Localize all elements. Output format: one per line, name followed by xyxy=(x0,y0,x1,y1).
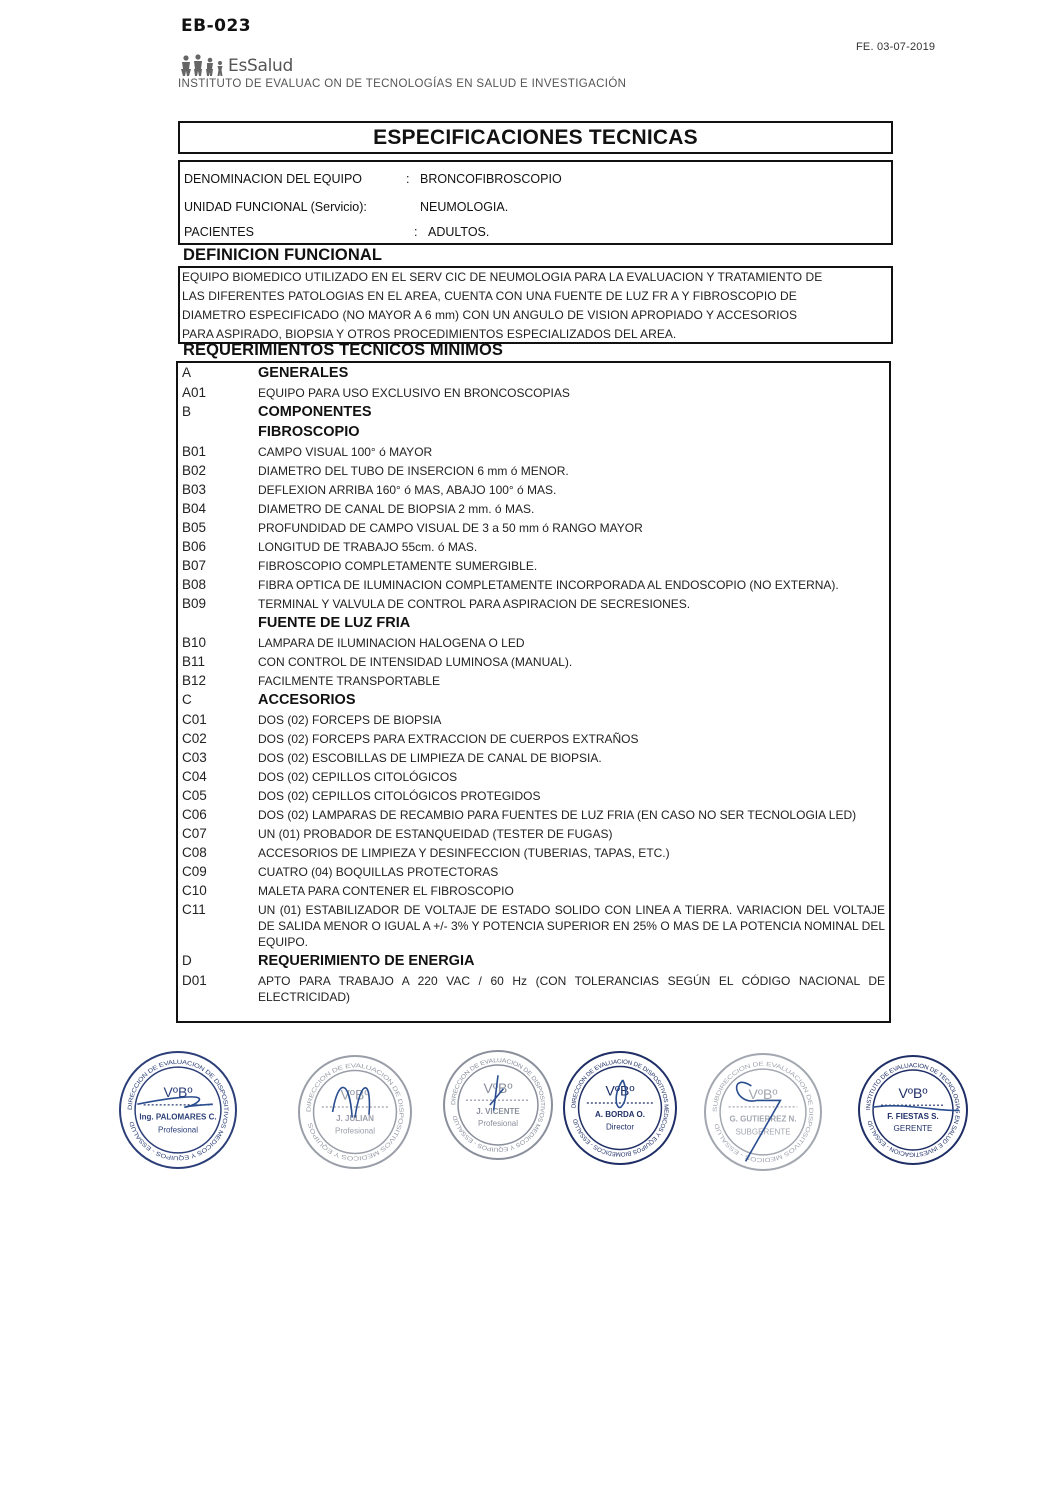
info-label: DENOMINACION DEL EQUIPO xyxy=(184,172,363,186)
requirement-text: DOS (02) FORCEPS PARA EXTRACCION DE CUERPOS EXTRAÑOS xyxy=(258,732,639,746)
stamp-vobo: VºBº xyxy=(483,1080,513,1097)
document-code: EB-023 xyxy=(181,16,252,36)
requirement-row xyxy=(178,558,889,574)
stamp-role: SUBGERENTE xyxy=(735,1127,791,1137)
requirement-code: C xyxy=(182,692,192,707)
approval-stamp xyxy=(293,1050,417,1174)
requirement-heading: FUENTE DE LUZ FRIA xyxy=(258,615,411,631)
stamp-vobo: VºBº xyxy=(163,1084,193,1101)
requirement-row xyxy=(178,385,889,401)
definition-line: PARA ASPIRADO, BIOPSIA Y OTROS PROCEDIMIENTOS ESPECIALIZADOS DEL AREA. xyxy=(182,327,677,341)
document-date: FE. 03-07-2019 xyxy=(856,41,936,53)
stamp-ring-text: INSTITUTO DE EVALUACION DE TECNOLOGIAS EN SALUD E INVESTIGACION - ESSALUD xyxy=(865,1062,961,1158)
info-value: NEUMOLOGIA. xyxy=(420,200,509,214)
stamp-seal-icon xyxy=(114,1046,242,1174)
requirement-code: A01 xyxy=(182,385,207,400)
requirement-heading-row xyxy=(178,692,889,709)
requirement-heading: ACCESORIOS xyxy=(258,692,356,708)
logo-text: EsSalud xyxy=(228,56,293,76)
requirement-text: ACCESORIOS DE LIMPIEZA Y DESINFECCION (TUBERIAS, TAPAS, ETC.) xyxy=(258,846,670,860)
requirement-row xyxy=(178,712,889,728)
requirement-code: C01 xyxy=(182,712,207,727)
requirement-text: DIAMETRO DEL TUBO DE INSERCION 6 mm ó MENOR. xyxy=(258,464,569,478)
requirement-code: B07 xyxy=(182,558,207,573)
stamp-name: A. BORDA O. xyxy=(595,1110,645,1120)
requirement-text: DOS (02) ESCOBILLAS DE LIMPIEZA DE CANAL DE BIOPSIA. xyxy=(258,751,602,765)
requirement-row xyxy=(178,654,889,670)
stamp-ring-text: SUBDIRECCION DE EVALUACION DE DISPOSITIVOS MEDICOS - ESSALUD xyxy=(712,1061,814,1163)
requirement-heading-row xyxy=(178,365,889,382)
requirement-text: DOS (02) CEPILLOS CITOLÓGICOS xyxy=(258,770,458,784)
requirement-code: A xyxy=(182,365,192,380)
info-label: PACIENTES xyxy=(184,225,254,239)
requirements-title: REQUERIMIENTOS TECNICOS MINIMOS xyxy=(183,341,503,359)
requirement-row xyxy=(178,826,889,842)
requirement-row xyxy=(178,807,889,823)
requirement-text: APTO PARA TRABAJO A 220 VAC / 60 Hz (CON TOLERANCIAS SEGÚN EL CÓDIGO NACIONAL DE ELECTRICIDAD) xyxy=(258,974,885,1004)
requirement-code: C02 xyxy=(182,731,207,746)
requirement-row xyxy=(178,864,889,880)
approval-stamp xyxy=(558,1046,682,1170)
equipment-info-box xyxy=(178,160,893,245)
info-row-equipment xyxy=(184,172,562,187)
requirement-code: B12 xyxy=(182,673,207,688)
requirement-row xyxy=(178,769,889,785)
requirement-code: B05 xyxy=(182,520,207,535)
requirement-text: FACILMENTE TRANSPORTABLE xyxy=(258,674,441,688)
definition-line: EQUIPO BIOMEDICO UTILIZADO EN EL SERV CIC DE NEUMOLOGIA PARA LA EVALUACION Y TRATAMIENTO DE xyxy=(182,270,823,284)
requirement-row xyxy=(178,635,889,651)
stamp-seal-icon xyxy=(558,1046,682,1170)
requirement-code: C08 xyxy=(182,845,207,860)
requirement-code: B xyxy=(182,404,192,419)
stamp-vobo: VºBº xyxy=(748,1086,778,1103)
requirement-code: C06 xyxy=(182,807,207,822)
stamp-seal-icon xyxy=(853,1050,973,1170)
approval-stamp xyxy=(699,1048,827,1176)
requirement-text: DOS (02) FORCEPS DE BIOPSIA xyxy=(258,713,442,727)
requirement-code: B08 xyxy=(182,577,207,592)
approval-stamp xyxy=(438,1045,558,1165)
requirement-row xyxy=(178,539,889,555)
requirement-text: DOS (02) CEPILLOS CITOLÓGICOS PROTEGIDOS xyxy=(258,789,541,803)
requirement-text: LAMPARA DE ILUMINACION HALOGENA O LED xyxy=(258,636,525,650)
stamp-ring-text: DIRECCION DE EVALUACION DE DISPOSITIVOS MEDICOS Y EQUIPOS - ESSALUD xyxy=(450,1057,546,1153)
requirement-row xyxy=(178,883,889,899)
info-separator: : xyxy=(406,172,410,186)
info-separator: : xyxy=(414,225,418,239)
requirement-text: MALETA PARA CONTENER EL FIBROSCOPIO xyxy=(258,884,514,898)
requirement-code: C11 xyxy=(182,902,206,917)
info-value: ADULTOS. xyxy=(428,225,490,239)
definition-title: DEFINICION FUNCIONAL xyxy=(183,246,383,264)
requirement-text: LONGITUD DE TRABAJO 55cm. ó MAS. xyxy=(258,540,478,554)
requirement-row xyxy=(178,750,889,766)
stamp-role: Profesional xyxy=(157,1125,199,1135)
requirement-heading: REQUERIMIENTO DE ENERGIA xyxy=(258,953,475,969)
stamp-seal-icon xyxy=(699,1048,827,1176)
stamp-vobo: VºBº xyxy=(340,1086,370,1103)
stamp-vobo: VºBº xyxy=(898,1085,928,1102)
requirement-row xyxy=(178,902,889,950)
requirement-text: PROFUNDIDAD DE CAMPO VISUAL DE 3 a 50 mm ó RANGO MAYOR xyxy=(258,521,643,535)
stamp-ring-text: DIRECCION DE EVALUACION DE DISPOSITIVOS MEDICOS Y EQUIPOS - ESSALUD xyxy=(127,1059,229,1161)
essalud-logo xyxy=(180,52,293,76)
institute-name: INSTITUTO DE EVALUAC ON DE TECNOLOGÍAS EN SALUD E INVESTIGACIÓN xyxy=(178,78,627,90)
requirement-code: C09 xyxy=(182,864,207,879)
stamp-ring-text: DIRECCION DE EVALUACION DE DISPOSITIVOS MEDICOS Y EQUIPOS BIOMEDICOS - ESSALUD xyxy=(571,1059,669,1157)
info-row-unit xyxy=(184,200,509,215)
requirement-code: B01 xyxy=(182,444,207,459)
requirement-text: EQUIPO PARA USO EXCLUSIVO EN BRONCOSCOPIAS xyxy=(258,386,570,400)
family-figures-icon xyxy=(180,54,226,76)
requirement-row xyxy=(178,444,889,460)
requirement-text: UN (01) ESTABILIZADOR DE VOLTAJE DE ESTADO SOLIDO CON LINEA A TIERRA. VARIACION DEL VOLTAJE DE SALIDA MENOR O IGUAL A +/- 3% Y POTENCIA SUPERIOR EN 25% O MAS DE LA POTENCIA NOMINAL DEL EQUIPO. xyxy=(258,903,885,949)
requirement-row xyxy=(178,596,889,612)
page-title: ESPECIFICACIONES TECNICAS xyxy=(373,126,698,149)
requirement-text: CON CONTROL DE INTENSIDAD LUMINOSA (MANUAL). xyxy=(258,655,573,669)
requirement-code: D xyxy=(182,953,192,968)
requirement-text: DEFLEXION ARRIBA 160° ó MAS, ABAJO 100° ó MAS. xyxy=(258,483,557,497)
info-row-patients xyxy=(184,225,490,240)
definition-line: DIAMETRO ESPECIFICADO (NO MAYOR A 6 mm) CON UN ANGULO DE VISION APROPIADO Y ACCESORIOS xyxy=(182,308,798,322)
requirement-row xyxy=(178,845,889,861)
requirement-code: C03 xyxy=(182,750,207,765)
requirement-text: FIBRA OPTICA DE ILUMINACION COMPLETAMENTE INCORPORADA AL ENDOSCOPIO (NO EXTERNA). xyxy=(258,578,839,592)
definition-line: LAS DIFERENTES PATOLOGIAS EN EL AREA, CUENTA CON UNA FUENTE DE LUZ FR A Y FIBROSCOPIO DE xyxy=(182,289,797,303)
stamp-ring-text: DIRECCION DE EVALUACION DE DISPOSITIVOS MEDICOS Y EQUIPOS xyxy=(306,1063,404,1161)
requirement-row xyxy=(178,520,889,536)
requirement-code: C05 xyxy=(182,788,207,803)
stamp-name: Ing. PALOMARES C. xyxy=(139,1112,217,1122)
requirement-row xyxy=(178,731,889,747)
definition-box xyxy=(178,266,893,344)
requirement-heading-row xyxy=(178,953,889,970)
requirement-heading-row xyxy=(178,404,889,421)
approval-stamp xyxy=(114,1046,242,1174)
stamp-role: Profesional xyxy=(334,1126,376,1136)
requirement-text: DOS (02) LAMPARAS DE RECAMBIO PARA FUENTES DE LUZ FRIA (EN CASO NO SER TECNOLOGIA LED) xyxy=(258,808,857,822)
requirement-row xyxy=(178,463,889,479)
requirement-text: UN (01) PROBADOR DE ESTANQUEIDAD (TESTER DE FUGAS) xyxy=(258,827,613,841)
stamp-name: J. VICENTE xyxy=(476,1106,520,1116)
title-box xyxy=(178,121,893,154)
requirement-code: D01 xyxy=(182,973,207,988)
requirement-code: C07 xyxy=(182,826,207,841)
requirement-heading-row xyxy=(178,615,889,632)
requirement-row xyxy=(178,673,889,689)
requirement-heading: GENERALES xyxy=(258,365,349,381)
stamp-seal-icon xyxy=(438,1045,558,1165)
signature-mark xyxy=(137,1097,212,1107)
info-value: BRONCOFIBROSCOPIO xyxy=(420,172,562,186)
requirement-row xyxy=(178,501,889,517)
requirement-heading: FIBROSCOPIO xyxy=(258,424,360,440)
requirement-text: CAMPO VISUAL 100° ó MAYOR xyxy=(258,445,433,459)
stamp-name: G. GUTIERREZ N. xyxy=(729,1114,797,1124)
stamp-name: J. JULIAN xyxy=(336,1114,374,1124)
requirement-code: C04 xyxy=(182,769,207,784)
requirement-code: B03 xyxy=(182,482,207,497)
requirement-code: B04 xyxy=(182,501,207,516)
requirement-code: B10 xyxy=(182,635,207,650)
requirement-code: B09 xyxy=(182,596,207,611)
stamp-role: GERENTE xyxy=(893,1123,933,1133)
requirement-code: B11 xyxy=(182,654,206,669)
approval-stamp xyxy=(853,1050,973,1170)
requirement-row xyxy=(178,482,889,498)
requirement-heading: COMPONENTES xyxy=(258,404,372,420)
stamp-seal-icon xyxy=(293,1050,417,1174)
requirement-text: TERMINAL Y VALVULA DE CONTROL PARA ASPIRACION DE SECRESIONES. xyxy=(258,597,691,611)
requirement-text: CUATRO (04) BOQUILLAS PROTECTORAS xyxy=(258,865,499,879)
requirement-row xyxy=(178,788,889,804)
stamp-role: Director xyxy=(605,1122,635,1132)
requirement-code: C10 xyxy=(182,883,207,898)
requirement-heading-row xyxy=(178,424,889,441)
stamp-vobo: VºBº xyxy=(605,1082,635,1099)
stamp-role: Profesional xyxy=(477,1118,519,1128)
requirement-row xyxy=(178,577,889,593)
requirement-row xyxy=(178,973,889,1005)
requirement-code: B06 xyxy=(182,539,207,554)
definition-text xyxy=(182,268,887,344)
requirement-text: FIBROSCOPIO COMPLETAMENTE SUMERGIBLE. xyxy=(258,559,538,573)
stamp-name: F. FIESTAS S. xyxy=(887,1111,939,1121)
requirements-box xyxy=(176,361,891,1023)
requirement-text: DIAMETRO DE CANAL DE BIOPSIA 2 mm. ó MAS. xyxy=(258,502,535,516)
requirement-code: B02 xyxy=(182,463,207,478)
info-label: UNIDAD FUNCIONAL (Servicio): xyxy=(184,200,367,214)
signature-mark xyxy=(873,1106,959,1111)
